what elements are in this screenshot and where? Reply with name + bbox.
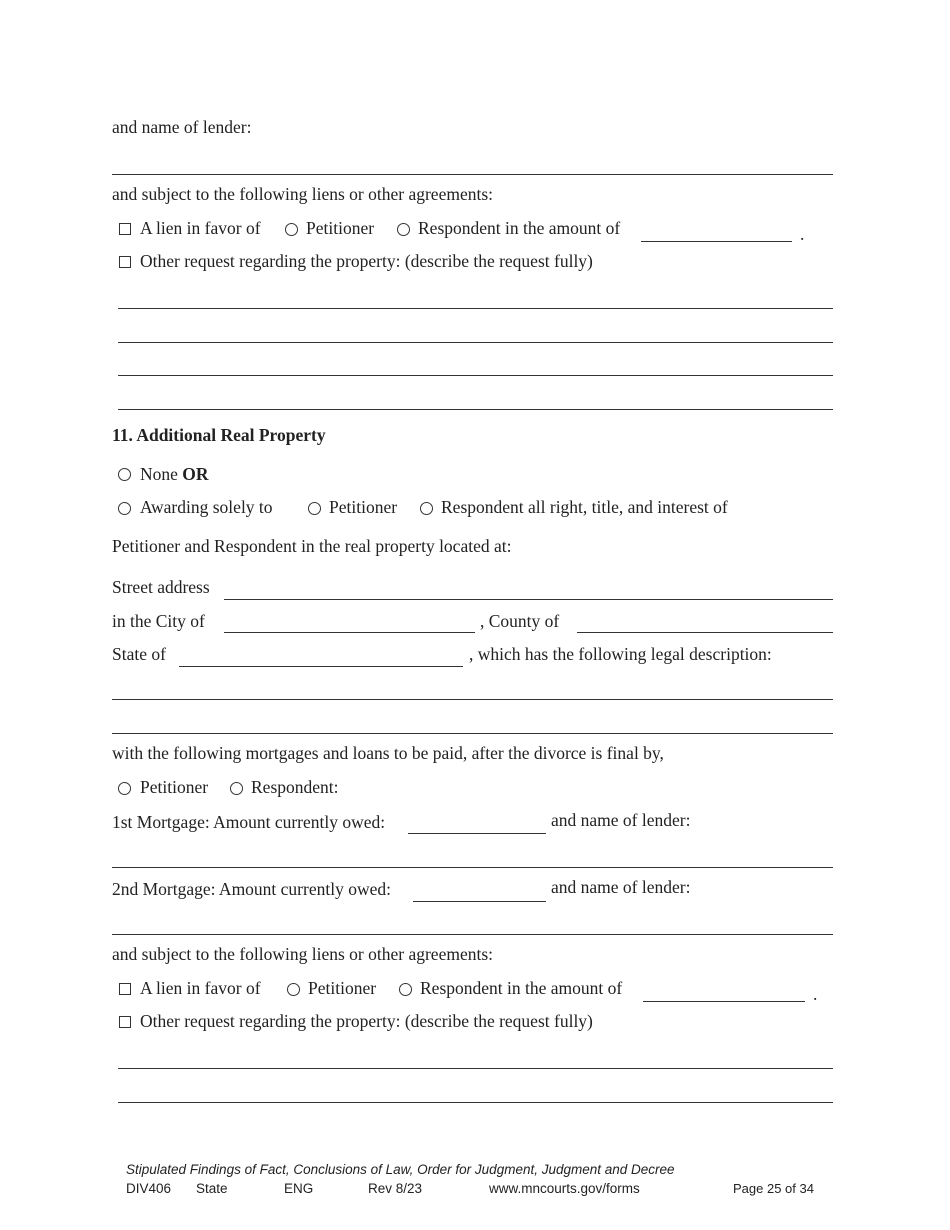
awarding-respondent-radio[interactable] xyxy=(420,502,433,515)
legal-description-line-2[interactable] xyxy=(112,733,833,734)
payer-petitioner-radio[interactable] xyxy=(118,782,131,795)
awarding-petitioner-label: Petitioner xyxy=(329,497,398,517)
lien-checkbox[interactable] xyxy=(119,223,131,235)
other-request-line-1[interactable] xyxy=(118,308,833,309)
other-request-line-2[interactable] xyxy=(118,342,833,343)
lien-respondent-radio-2[interactable] xyxy=(399,983,412,996)
footer-website: www.mncourts.gov/forms xyxy=(489,1181,640,1196)
none-radio[interactable] xyxy=(118,468,131,481)
other-request-line-4[interactable] xyxy=(118,409,833,410)
other-request-label: Other request regarding the property: (describe the request fully) xyxy=(140,251,593,271)
second-mortgage-label: 2nd Mortgage: Amount currently owed: xyxy=(112,879,391,899)
lien-respondent-amount-label: Respondent in the amount of xyxy=(418,218,621,238)
city-label: in the City of xyxy=(112,611,205,631)
lien-amount-line-2[interactable] xyxy=(643,1001,805,1002)
awarding-radio[interactable] xyxy=(118,502,131,515)
footer-form-code: DIV406 xyxy=(126,1181,172,1196)
footer-page-number: Page 25 of 34 xyxy=(733,1181,814,1196)
other-request-label-2: Other request regarding the property: (describe the request fully) xyxy=(140,1011,593,1031)
legal-description-line-1[interactable] xyxy=(112,699,833,700)
footer-jurisdiction: State xyxy=(196,1181,228,1196)
first-mortgage-amount-line[interactable] xyxy=(408,833,546,834)
legal-description-label: , which has the following legal description: xyxy=(469,644,772,664)
lien-checkbox-2[interactable] xyxy=(119,983,131,995)
county-line[interactable] xyxy=(577,632,833,633)
lien-petitioner-label-2: Petitioner xyxy=(308,978,377,998)
lien-petitioner-radio-2[interactable] xyxy=(287,983,300,996)
payer-petitioner-label: Petitioner xyxy=(140,777,209,797)
other-request-line-2-1[interactable] xyxy=(118,1068,833,1069)
name-of-lender-label: and name of lender: xyxy=(112,117,252,137)
county-label: , County of xyxy=(480,611,560,631)
lien-period: . xyxy=(800,224,805,244)
payer-respondent-radio[interactable] xyxy=(230,782,243,795)
street-address-line[interactable] xyxy=(224,599,833,600)
lien-amount-line[interactable] xyxy=(641,241,792,242)
awarding-respondent-label: Respondent all right, title, and interest of xyxy=(441,497,728,517)
lender-name-line[interactable] xyxy=(112,174,833,175)
lien-petitioner-radio[interactable] xyxy=(285,223,298,236)
payer-respondent-label: Respondent: xyxy=(251,777,339,797)
liens-intro-text: and subject to the following liens or other agreements: xyxy=(112,184,494,204)
other-request-line-2-2[interactable] xyxy=(118,1102,833,1103)
second-lender-line[interactable] xyxy=(112,934,833,935)
lien-respondent-radio[interactable] xyxy=(397,223,410,236)
city-line[interactable] xyxy=(224,632,475,633)
awarding-label: Awarding solely to xyxy=(140,497,273,517)
none-label xyxy=(140,464,209,484)
mortgages-intro-text: with the following mortgages and loans to be paid, after the divorce is final by, xyxy=(112,743,664,763)
second-mortgage-amount-line[interactable] xyxy=(413,901,546,902)
lien-period-2: . xyxy=(813,984,818,1004)
other-request-checkbox[interactable] xyxy=(119,256,131,268)
footer-revision: Rev 8/23 xyxy=(368,1181,423,1196)
awarding-petitioner-radio[interactable] xyxy=(308,502,321,515)
first-lender-label: and name of lender: xyxy=(551,810,691,830)
state-line[interactable] xyxy=(179,666,463,667)
first-lender-line[interactable] xyxy=(112,867,833,868)
liens-intro-text-2: and subject to the following liens or other agreements: xyxy=(112,944,494,964)
located-at-text: Petitioner and Respondent in the real property located at: xyxy=(112,536,512,556)
other-request-checkbox-2[interactable] xyxy=(119,1016,131,1028)
street-address-label: Street address xyxy=(112,577,210,597)
footer-language: ENG xyxy=(284,1181,314,1196)
lien-label: A lien in favor of xyxy=(140,218,261,238)
or-text: OR xyxy=(182,464,209,484)
lien-petitioner-label: Petitioner xyxy=(306,218,375,238)
none-text: None xyxy=(140,464,178,484)
lien-label-2: A lien in favor of xyxy=(140,978,261,998)
first-mortgage-label: 1st Mortgage: Amount currently owed: xyxy=(112,812,386,832)
lien-respondent-amount-label-2: Respondent in the amount of xyxy=(420,978,623,998)
section-heading: 11. Additional Real Property xyxy=(112,425,326,445)
other-request-line-3[interactable] xyxy=(118,375,833,376)
second-lender-label: and name of lender: xyxy=(551,877,691,897)
state-label: State of xyxy=(112,644,166,664)
footer-title: Stipulated Findings of Fact, Conclusions of Law, Order for Judgment, Judgment and Decree xyxy=(126,1162,675,1177)
